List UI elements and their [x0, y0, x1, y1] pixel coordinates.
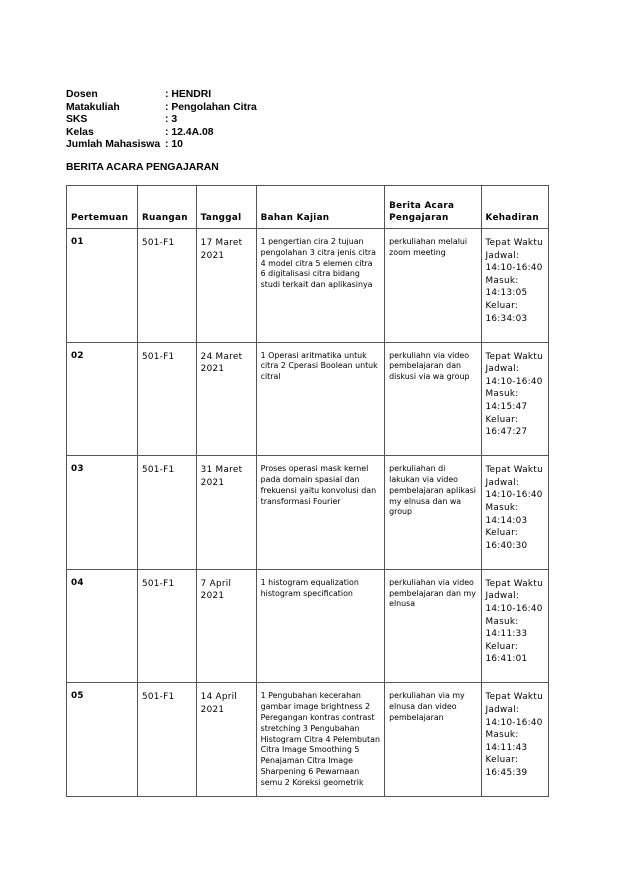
teaching-report-table: [66, 185, 549, 797]
sks-value: : 3: [165, 114, 178, 125]
table-row: [67, 569, 549, 683]
pertemuan-cell: 04: [67, 569, 138, 683]
kehadiran-cell: [481, 569, 549, 683]
kehadiran-cell: [481, 456, 549, 570]
table-row: [67, 342, 549, 456]
info-row-jumlah: [66, 139, 257, 152]
header-bahan-kajian: Bahan Kajian: [256, 186, 385, 229]
kehadiran-jadwal: Jadwal: 14:10-16:40: [485, 704, 543, 728]
pertemuan-cell: 05: [67, 683, 138, 797]
kehadiran-cell: [481, 683, 549, 797]
berita-acara-cell: perkuliahan melalui zoom meeting: [385, 229, 481, 343]
bahan-kajian-cell: Proses operasi mask kernel pada domain spasial dan frekuensi yaitu konvolusi dan transformasi Fourier: [256, 456, 385, 570]
matakuliah-label: Matakuliah: [66, 101, 120, 113]
matakuliah-value: : Pengolahan Citra: [165, 101, 257, 113]
kehadiran-cell: [481, 229, 549, 343]
info-row-sks: [66, 114, 257, 127]
pertemuan-cell: 02: [67, 342, 138, 456]
bahan-kajian-cell: 1 pengertian cira 2 tujuan pengolahan 3 citra jenis citra 4 model citra 5 elemen citra 6 digitalisasi citra bidang studi terkait dan aplikasinya: [256, 229, 385, 343]
kehadiran-jadwal: Jadwal: 14:10-16:40: [485, 250, 543, 274]
kehadiran-status: Tepat Waktu: [485, 578, 543, 589]
ruangan-cell: 501-F1: [137, 569, 196, 683]
ruangan-cell: 501-F1: [137, 683, 196, 797]
kehadiran-masuk: Masuk: 14:14:03: [485, 502, 528, 526]
kelas-label: Kelas: [66, 126, 94, 138]
berita-acara-cell: perkuliahan di lakukan via video pembelajaran aplikasi my elnusa dan wa group: [385, 456, 481, 570]
berita-acara-cell: perkuliahan via video pembelajaran dan my elnusa: [385, 569, 481, 683]
dosen-label: Dosen: [66, 89, 98, 100]
kehadiran-masuk: Masuk: 14:11:43: [485, 730, 528, 753]
section-title: BERITA ACARA PENGAJARAN: [66, 162, 219, 173]
table-header-row: [67, 186, 549, 229]
kehadiran-keluar: Keluar: 16:47:27: [485, 414, 528, 438]
header-tanggal: Tanggal: [196, 186, 256, 229]
header-berita-acara: Berita Acara Pengajaran: [385, 186, 481, 229]
kehadiran-jadwal: Jadwal: 14:10-16:40: [485, 364, 543, 387]
berita-acara-cell: perkuliahan via my elnusa dan video pembelajaran: [385, 683, 481, 797]
berita-acara-cell: perkuliahn via video pembelajaran dan diskusi via wa group: [385, 342, 481, 456]
info-row-matakuliah: [66, 102, 257, 115]
kehadiran-status: Tepat Waktu: [485, 238, 543, 248]
tanggal-cell: 31 Maret 2021: [196, 456, 256, 570]
info-row-kelas: [66, 127, 257, 140]
kehadiran-status: Tepat Waktu: [485, 465, 543, 476]
kelas-value: : 12.4A.08: [165, 126, 214, 138]
tanggal-cell: 24 Maret 2021: [196, 342, 256, 456]
pertemuan-cell: 03: [67, 456, 138, 570]
header-ruangan: Ruangan: [137, 186, 196, 229]
jumlah-value: : 10: [165, 139, 183, 150]
kehadiran-keluar: Keluar: 16:40:30: [485, 528, 528, 551]
ruangan-cell: 501-F1: [137, 229, 196, 343]
ruangan-cell: 501-F1: [137, 456, 196, 570]
sks-label: SKS: [66, 114, 88, 125]
kehadiran-jadwal: Jadwal: 14:10-16:40: [485, 591, 543, 614]
jumlah-label: Jumlah Mahasiswa: [66, 139, 161, 150]
bahan-kajian-cell: 1 Operasi aritmatika untuk citra 2 Cperasi Boolean untuk citral: [256, 342, 385, 456]
kehadiran-masuk: Masuk: 14:11:33: [485, 616, 528, 640]
kehadiran-cell: [481, 342, 549, 456]
pertemuan-cell: 01: [67, 229, 138, 343]
table-row: [67, 456, 549, 570]
kehadiran-keluar: Keluar: 16:34:03: [485, 300, 528, 324]
kehadiran-status: Tepat Waktu: [485, 692, 543, 703]
tanggal-cell: 17 Maret 2021: [196, 229, 256, 343]
table-row: [67, 229, 549, 343]
course-info: [66, 89, 257, 152]
info-row-dosen: [66, 89, 257, 102]
tanggal-cell: 7 April 2021: [196, 569, 256, 683]
kehadiran-status: Tepat Waktu: [485, 351, 543, 362]
kehadiran-jadwal: Jadwal: 14:10-16:40: [485, 477, 543, 501]
header-kehadiran: Kehadiran: [481, 186, 549, 229]
ruangan-cell: 501-F1: [137, 342, 196, 456]
dosen-value: : HENDRI: [165, 89, 212, 100]
kehadiran-masuk: Masuk: 14:13:05: [485, 275, 528, 299]
kehadiran-masuk: Masuk: 14:15:47: [485, 389, 528, 412]
table-row: [67, 683, 549, 797]
bahan-kajian-cell: 1 Pengubahan kecerahan gambar image brightness 2 Peregangan kontras contrast stretching 3 Pengubahan Histogram Citra 4 Pelembutan Citra Image Smoothing 5 Penajaman Citra Image Sharpening 6 Pewarnaan semu 2 Koreksi geometrik: [256, 683, 385, 797]
tanggal-cell: 14 April 2021: [196, 683, 256, 797]
kehadiran-keluar: Keluar: 16:41:01: [485, 641, 528, 665]
bahan-kajian-cell: 1 histogram equalization histogram specification: [256, 569, 385, 683]
header-pertemuan: Pertemuan: [67, 186, 138, 229]
kehadiran-keluar: Keluar: 16:45:39: [485, 755, 528, 778]
